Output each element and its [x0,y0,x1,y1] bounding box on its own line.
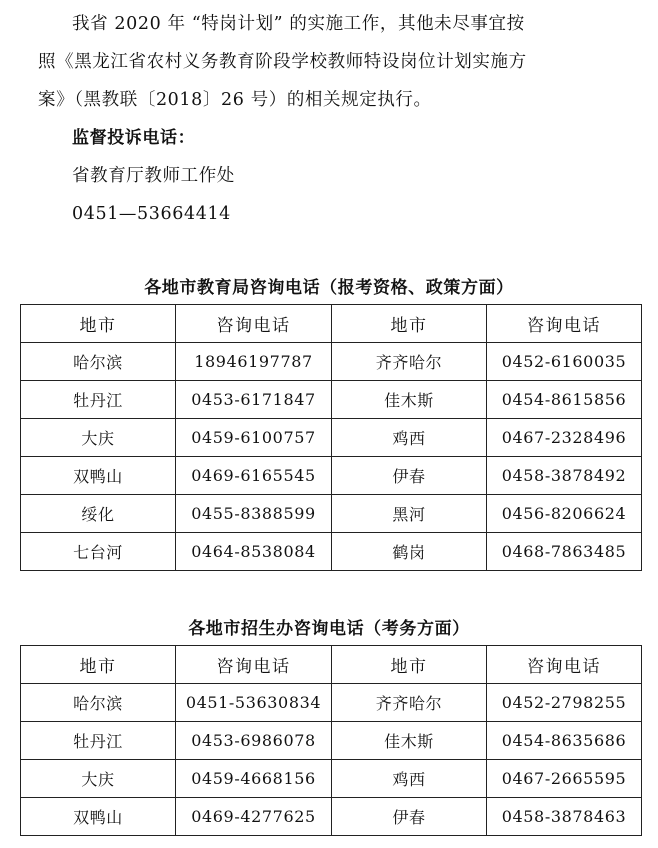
column-header-phone: 咨询电话 [487,646,642,684]
column-header-phone: 咨询电话 [176,646,332,684]
city-cell: 齐齐哈尔 [332,343,487,381]
phone-cell: 0459-6100757 [176,419,332,457]
city-cell: 佳木斯 [332,722,487,760]
column-header-city: 地市 [21,646,176,684]
city-cell: 牡丹江 [21,381,176,419]
table-row [21,722,642,760]
admissions-office-phone-table [20,645,642,836]
table-row [21,760,642,798]
city-cell: 鸡西 [332,419,487,457]
table-row [21,419,642,457]
table-row [21,798,642,836]
table-row [21,343,642,381]
column-header-city: 地市 [21,305,176,343]
table-row [21,533,642,571]
city-cell: 绥化 [21,495,176,533]
phone-cell: 0467-2328496 [487,419,642,457]
city-cell: 齐齐哈尔 [332,684,487,722]
table-row [21,495,642,533]
table-header-row [21,305,642,343]
paragraph-line-1: 我省 2020 年 “特岗计划” 的实施工作，其他未尽事宜按 [72,14,525,34]
table-row [21,457,642,495]
city-cell: 双鸭山 [21,798,176,836]
phone-cell: 0467-2665595 [487,760,642,798]
table-row [21,684,642,722]
city-cell: 七台河 [21,533,176,571]
phone-cell: 0453-6986078 [176,722,332,760]
city-cell: 佳木斯 [332,381,487,419]
phone-cell: 0458-3878492 [487,457,642,495]
column-header-phone: 咨询电话 [487,305,642,343]
city-cell: 鹤岗 [332,533,487,571]
phone-cell: 0452-2798255 [487,684,642,722]
table1-title: 各地市教育局咨询电话（报考资格、政策方面） [144,278,514,298]
phone-cell: 0455-8388599 [176,495,332,533]
phone-cell: 0453-6171847 [176,381,332,419]
city-cell: 牡丹江 [21,722,176,760]
column-header-city: 地市 [332,646,487,684]
phone-cell: 18946197787 [176,343,332,381]
phone-cell: 0454-8635686 [487,722,642,760]
phone-cell: 0468-7863485 [487,533,642,571]
city-cell: 黑河 [332,495,487,533]
phone-cell: 0469-4277625 [176,798,332,836]
table-header-row [21,646,642,684]
phone-cell: 0456-8206624 [487,495,642,533]
city-cell: 伊春 [332,798,487,836]
city-cell: 大庆 [21,760,176,798]
phone-cell: 0464-8538084 [176,533,332,571]
phone-cell: 0459-4668156 [176,760,332,798]
phone-cell: 0452-6160035 [487,343,642,381]
phone-cell: 0454-8615856 [487,381,642,419]
column-header-city: 地市 [332,305,487,343]
column-header-phone: 咨询电话 [176,305,332,343]
phone-cell: 0458-3878463 [487,798,642,836]
supervision-heading: 监督投诉电话： [72,128,196,148]
education-bureau-phone-table [20,304,642,571]
table-row [21,381,642,419]
paragraph-line-3: 案》（黑教联〔2018〕26 号）的相关规定执行。 [38,90,432,110]
paragraph-line-2: 照《黑龙江省农村义务教育阶段学校教师特设岗位计划实施方 [38,52,527,72]
phone-cell: 0469-6165545 [176,457,332,495]
city-cell: 哈尔滨 [21,343,176,381]
city-cell: 双鸭山 [21,457,176,495]
city-cell: 哈尔滨 [21,684,176,722]
city-cell: 伊春 [332,457,487,495]
city-cell: 大庆 [21,419,176,457]
phone-cell: 0451-53630834 [176,684,332,722]
supervision-department: 省教育厅教师工作处 [72,166,235,186]
table2-title: 各地市招生办咨询电话（考务方面） [188,619,470,639]
supervision-phone: 0451—53664414 [72,204,231,224]
city-cell: 鸡西 [332,760,487,798]
